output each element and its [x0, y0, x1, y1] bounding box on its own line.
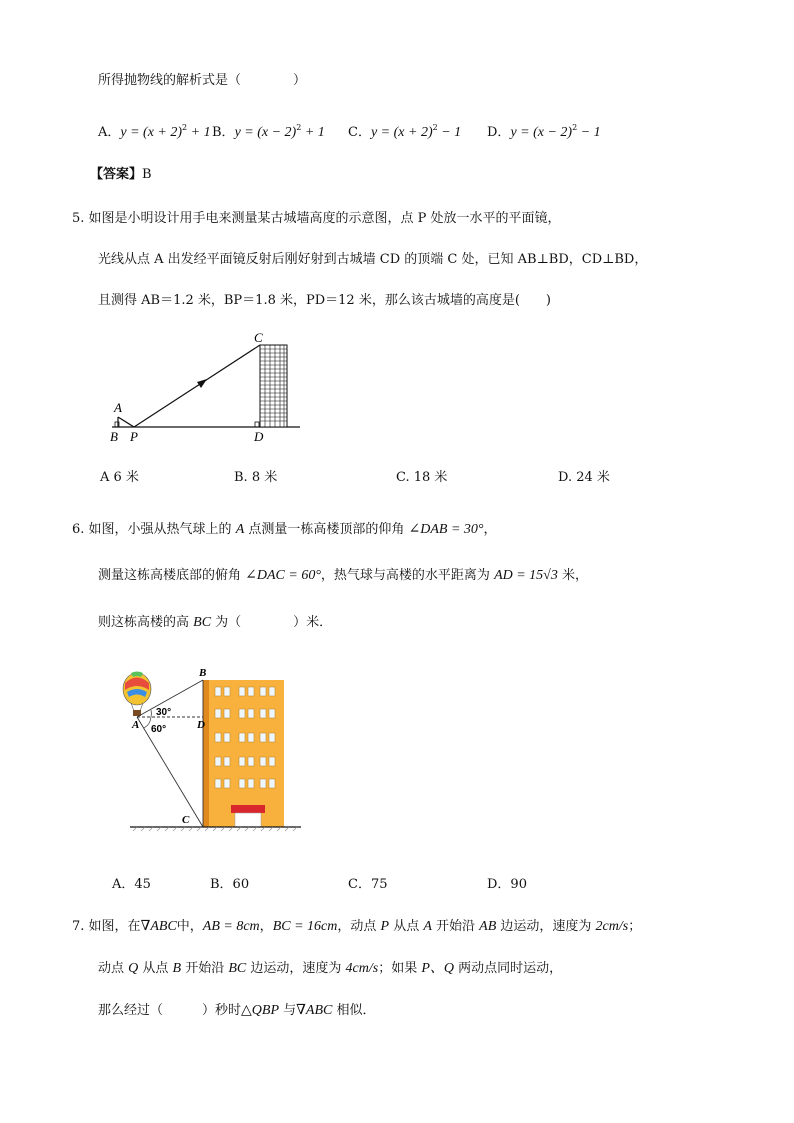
option-expr: y = (x − 2)	[510, 125, 573, 140]
math-var: Q	[128, 961, 139, 976]
q4-question-tail: 所得抛物线的解析式是（ ）	[98, 73, 307, 88]
ray-pc	[134, 345, 260, 427]
math-expr: ∠DAC = 60°	[245, 568, 321, 583]
q4-option-b[interactable]	[212, 119, 325, 142]
question-number: 5.	[72, 211, 85, 226]
q5-option-b[interactable]: B. 8 米	[234, 470, 278, 485]
text: 中，	[176, 919, 203, 934]
building-side-shade	[203, 680, 209, 827]
option-rest: − 1	[577, 125, 601, 140]
building	[203, 680, 284, 827]
q4-option-c[interactable]	[348, 119, 461, 142]
angle-label-30: 30°	[156, 707, 172, 718]
hot-air-balloon	[123, 672, 151, 717]
label-b: B	[199, 667, 207, 679]
math-expr: AB = 8cm	[202, 919, 260, 934]
option-expr: y = (x − 2)	[234, 125, 297, 140]
label-a: A	[132, 719, 140, 731]
q6-option-c[interactable]: C．75	[348, 877, 388, 892]
text: 米，	[557, 568, 588, 583]
option-rest: + 1	[301, 125, 325, 140]
text: 点测量一栋高楼顶部的仰角	[244, 522, 409, 537]
text: 开始沿	[431, 919, 480, 934]
q5-figure	[100, 325, 310, 450]
text: 与	[279, 1003, 297, 1018]
text: ，	[483, 522, 497, 537]
label-a: A	[114, 400, 122, 415]
question-number: 7.	[72, 919, 85, 934]
math-var: A	[423, 919, 432, 934]
q6-option-d[interactable]: D．90	[487, 877, 527, 892]
option-exponent: 2	[182, 123, 188, 132]
shop-awning	[231, 805, 265, 813]
math-expr: AD = 15√3	[494, 568, 558, 583]
q7-line3	[98, 1002, 376, 1020]
q5-option-c[interactable]: C. 18 米	[396, 470, 448, 485]
math-expr: BC = 16cm	[272, 919, 338, 934]
shop-door	[235, 813, 261, 827]
text: 从点	[389, 919, 424, 934]
line-ac	[137, 717, 203, 827]
right-angle-mark-d	[255, 422, 259, 427]
q4-option-a[interactable]	[98, 119, 211, 142]
math-var: B	[172, 961, 182, 976]
q4-option-d[interactable]	[487, 119, 601, 142]
angle-label-60: 60°	[151, 724, 167, 735]
q4-answer	[90, 166, 152, 184]
math-var: AB	[479, 919, 497, 934]
option-rest: + 1	[187, 125, 211, 140]
math-var: BC	[228, 961, 247, 976]
q5-option-d[interactable]: D. 24 米	[558, 470, 610, 485]
q7-line2	[98, 960, 562, 978]
math-expr: ∇ABC	[140, 919, 177, 934]
math-var: P	[380, 919, 390, 934]
q6-line2	[98, 567, 588, 585]
math-var: A	[235, 522, 245, 537]
label-b: B	[110, 429, 118, 444]
q5-line3: 且测得 AB＝1.2 米，BP＝1.8 米，PD＝12 米，那么该古城墙的高度是( )	[98, 293, 551, 308]
option-expr: y = (x + 2)	[370, 125, 433, 140]
math-expr: △QBP	[241, 1003, 279, 1018]
label-c: C	[254, 330, 263, 345]
math-expr: ∇ABC	[296, 1003, 333, 1018]
text: 动点	[98, 961, 129, 976]
label-c: C	[182, 814, 190, 826]
text: ，	[259, 919, 273, 934]
option-exponent: 2	[432, 123, 438, 132]
text: 从点	[138, 961, 173, 976]
text: 边运动，速度为	[246, 961, 346, 976]
text: 如图，在	[88, 919, 141, 934]
ray-ap	[118, 417, 134, 427]
text: 边运动，速度为	[496, 919, 596, 934]
q5-text-1: 如图是小明设计用手电来测量某古城墙高度的示意图，点 P 处放一水平的平面镜，	[88, 211, 561, 226]
option-exponent: 2	[296, 123, 302, 132]
option-label: A．	[98, 125, 121, 140]
text: 那么经过（ ）秒时	[98, 1003, 242, 1018]
text: 两动点同时运动，	[454, 961, 563, 976]
option-label: C．	[348, 125, 371, 140]
q7-line1	[72, 918, 641, 936]
text: 开始沿	[181, 961, 229, 976]
text: 如图，小强从热气球上的	[88, 522, 236, 537]
q6-figure	[115, 660, 310, 835]
math-expr: 2cm/s	[595, 919, 629, 934]
option-exponent: 2	[572, 123, 578, 132]
option-rest: − 1	[437, 125, 462, 140]
option-label: D．	[487, 125, 511, 140]
text: ，热气球与高楼的水平距离为	[320, 568, 495, 583]
math-var: BC	[193, 615, 212, 630]
math-var: P、Q	[421, 961, 454, 976]
angle-arc-60	[144, 717, 151, 728]
option-expr: y = (x + 2)	[120, 125, 183, 140]
q6-option-b[interactable]: B．60	[210, 877, 250, 892]
arrow-head	[197, 379, 207, 388]
text: ；如果	[378, 961, 422, 976]
q5-line2: 光线从点 A 出发经平面镜反射后刚好射到古城墙 CD 的顶端 C 处，已知 AB⊥BD，CD⊥BD，	[98, 252, 648, 267]
text: ，动点	[337, 919, 381, 934]
q6-line3	[98, 614, 332, 632]
text: 为（ ）米．	[211, 615, 333, 630]
q6-line1	[72, 521, 497, 539]
math-expr: 4cm/s	[345, 961, 379, 976]
math-expr: ∠DAB = 30°	[408, 522, 484, 537]
label-d: D	[254, 429, 264, 444]
answer-tag: 【答案】	[90, 167, 143, 182]
option-label: B．	[212, 125, 235, 140]
text: 则这栋高楼的高	[98, 615, 194, 630]
label-p: P	[130, 429, 138, 444]
q6-option-a[interactable]: A．45	[112, 877, 151, 892]
q5-line1	[72, 210, 561, 228]
answer-value: B	[142, 167, 152, 182]
q5-option-a[interactable]: A 6 米	[100, 470, 139, 485]
text: 相似．	[332, 1003, 376, 1018]
label-d: D	[197, 719, 205, 731]
text: 测量这栋高楼底部的俯角	[98, 568, 246, 583]
question-number: 6.	[72, 522, 85, 537]
text: ；	[628, 919, 642, 934]
